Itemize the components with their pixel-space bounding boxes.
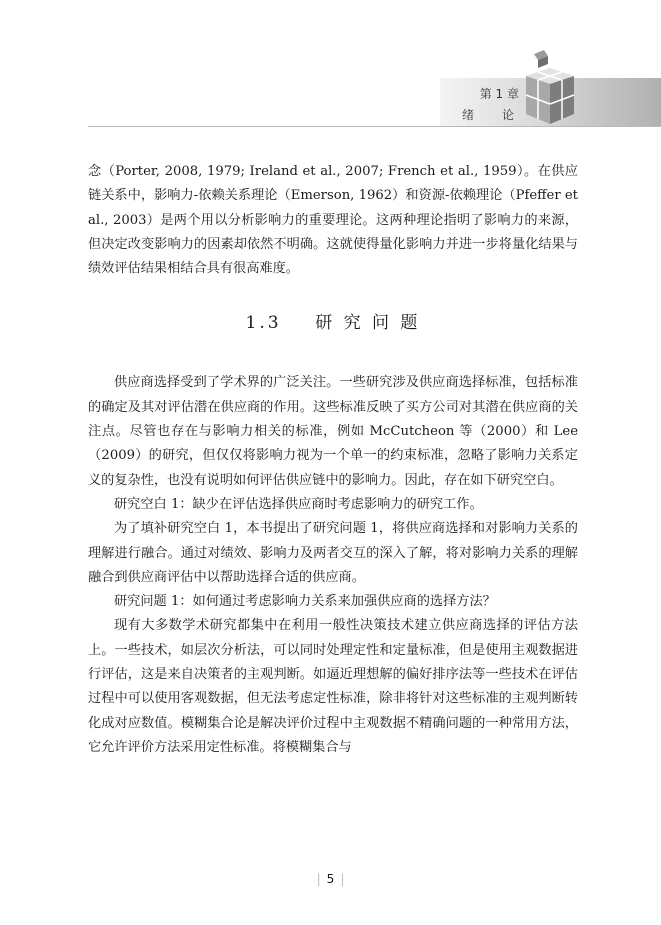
page-number-value: 5 [326, 872, 335, 886]
chapter-title [462, 106, 514, 123]
body-paragraph: 现有大多数学术研究都集中在利用一般性决策技术建立供应商选择的评估方法上。一些技术，如层次分析法，可以同时处理定性和定量标准，但是使用主观数据进行评估，这是来自决策者的主观判断。如逼近理想解的偏好排序法等一些技术在评估过程中可以使用客观数据，但无法考虑定性标准，除非将针对这些标准的主观判断转化成对应数值。模糊集合论是解决评价过程中主观数据不精确问题的一种常用方法，它允许评价方法采用定性标准。将模糊集合与 [88, 618, 578, 755]
chapter-title-char: 论 [501, 108, 514, 122]
page-number-separator: | [340, 872, 345, 886]
chapter-title-char: 绪 [462, 108, 475, 122]
research-gap: 研究空白 1：缺少在评估选择供应商时考虑影响力的研究工作。 [114, 496, 483, 512]
section-heading [88, 311, 578, 335]
continued-paragraph: 念（Porter, 2008, 1979; Ireland et al., 2007; French et al., 1959）。在供应链关系中，影响力-依赖关系理论（Emerson, 1962）和资源-依赖理论（Pfeffer et al., 2003）是两个用以分析影响力的重要理论。这两种理论指明了影响力的来源，但决定改变影响力的因素却依然不明确。这就使得量化影响力并进一步将量化结果与绩效评估结果相结合具有很高难度。 [88, 164, 578, 277]
body-paragraph: 供应商选择受到了学术界的广泛关注。一些研究涉及供应商选择标准，包括标准的确定及其对评估潜在供应商的作用。这些标准反映了买方公司对其潜在供应商的关注点。尽管也存在与影响力相关的标准，例如 McCutcheon 等（2000）和 Lee（2009）的研究，但仅仅将影响力视为一个单一的约束标准，忽略了影响力关系定义的复杂性，也没有说明如何评估供应链中的影响力。因此，存在如下研究空白。 [88, 375, 578, 488]
chapter-label: 第 1 章 [479, 87, 519, 101]
page-content [88, 160, 578, 760]
body-paragraph: 为了填补研究空白 1，本书提出了研究问题 1，将供应商选择和对影响力关系的理解进行融合。通过对绩效、影响力及两者交互的深入了解，将对影响力关系的理解融合到供应商评估中以帮助选择合适的供应商。 [88, 521, 578, 585]
research-question: 研究问题 1：如何通过考虑影响力关系来加强供应商的选择方法？ [114, 594, 496, 610]
page-number-separator: | [316, 872, 321, 886]
page-number [0, 872, 661, 886]
section-number: 1.3 [245, 313, 282, 334]
section-title: 研 究 问 题 [315, 313, 421, 334]
cube-icon [520, 50, 584, 128]
